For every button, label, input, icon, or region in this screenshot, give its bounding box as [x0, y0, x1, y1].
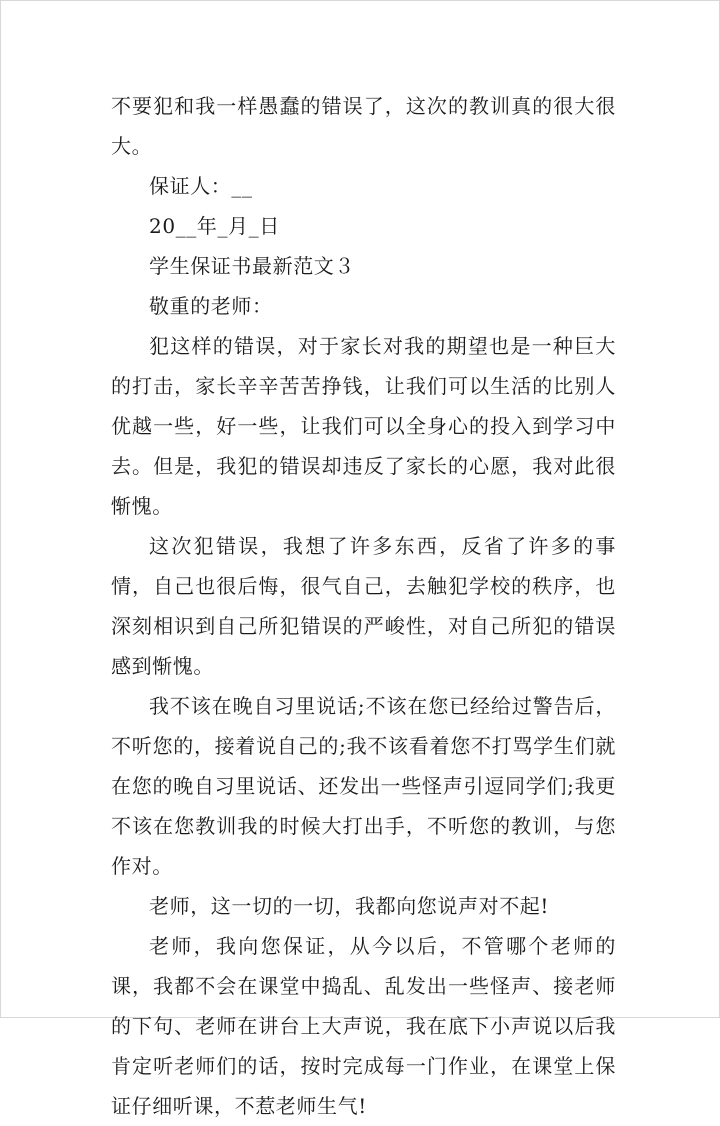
salutation: 敬重的老师： — [149, 294, 273, 318]
paragraph-parents-expectation: 犯这样的错误，对于家长对我的期望也是一种巨大的打击，家长辛辛苦苦挣钱，让我们可以生活的比别人优越一些，好一些，让我们可以全身心的投入到学习中去。但是，我犯的错误却违反了家长的心愿，我对此很惭愧。 — [111, 334, 616, 518]
paragraph-closing-sentence: 不要犯和我一样愚蠢的错误了，这次的教训真的很大很大。 — [111, 94, 616, 158]
paragraph-reflection: 这次犯错误，我想了许多东西，反省了许多的事情，自己也很后悔，很气自己，去触犯学校的秩序，也深刻相识到自己所犯错误的严峻性，对自己所犯的错误感到惭愧。 — [111, 534, 616, 678]
section-title: 学生保证书最新范文３ — [149, 254, 355, 278]
paragraph-apology: 老师，这一切的一切，我都向您说声对不起! — [149, 894, 550, 918]
paragraph-promise: 老师，我向您保证，从今以后，不管哪个老师的课，我都不会在课堂中捣乱、乱发出一些怪声、接老师的下句、老师在讲台上大声说，我在底下小声说以后我肯定听老师们的话，按时完成每一门作业，在课堂上保证仔细听课，不惹老师生气! — [111, 934, 616, 1118]
guarantor-line: 保证人：__ — [149, 174, 253, 198]
paragraph-mistakes: 我不该在晚自习里说话;不该在您已经给过警告后，不听您的，接着说自己的;我不该看着您不打骂学生们就在您的晚自习里说话、还发出一些怪声引逗同学们;我更不该在您教训我的时候大打出手，不听您的教训，与您作对。 — [111, 694, 616, 878]
document-body — [111, 86, 616, 1126]
date-line: 20__年_月_日 — [149, 214, 280, 238]
